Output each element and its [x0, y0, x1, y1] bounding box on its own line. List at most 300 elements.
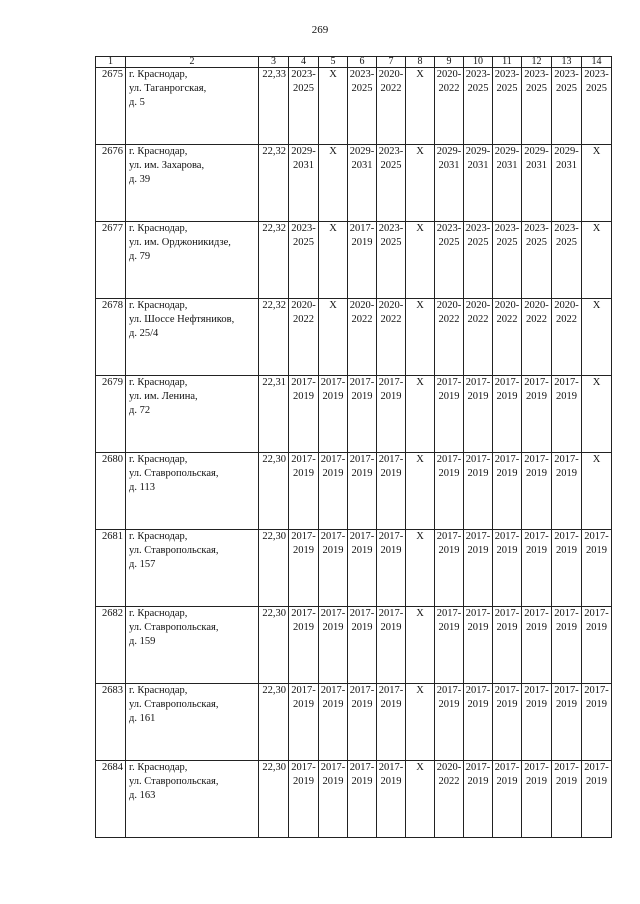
address-line: г. Краснодар, — [129, 300, 188, 311]
row-number-cell: 2677 — [96, 222, 126, 299]
table-row — [96, 684, 612, 761]
period-cell — [522, 222, 552, 299]
period-cell — [319, 222, 348, 299]
period-text: 2029- — [436, 146, 462, 157]
period-cell — [289, 607, 319, 684]
column-number-row — [96, 57, 612, 68]
period-text: 2019 — [322, 699, 344, 710]
period-text: 2019 — [380, 622, 402, 633]
period-text: 2023- — [554, 223, 579, 234]
address-line: ул. Таганрогская, — [129, 83, 207, 94]
period-cell — [289, 453, 319, 530]
row-number-cell: 2682 — [96, 607, 126, 684]
period-text: 2022 — [380, 314, 402, 325]
column-number-cell: 3 — [259, 57, 289, 68]
period-text: 2025 — [556, 237, 577, 248]
period-cell — [289, 684, 319, 761]
period-text: 2017- — [584, 762, 609, 773]
period-text: 2022 — [351, 314, 373, 325]
period-cell — [289, 299, 319, 376]
address-line: д. 25/4 — [129, 328, 159, 339]
period-cell — [435, 376, 464, 453]
period-cell — [435, 530, 464, 607]
period-text: 2017- — [524, 685, 549, 696]
period-cell — [493, 607, 522, 684]
period-text: 2020- — [524, 300, 549, 311]
period-cell — [522, 761, 552, 838]
period-text: 2031 — [526, 160, 547, 171]
period-text: 2017- — [524, 531, 549, 542]
column-number-cell: 6 — [348, 57, 377, 68]
address-line: г. Краснодар, — [129, 377, 188, 388]
period-text: 2017- — [465, 608, 491, 619]
period-text: 2019 — [351, 237, 373, 248]
row-number-cell: 2683 — [96, 684, 126, 761]
period-text: 2023- — [436, 223, 462, 234]
period-cell — [377, 222, 406, 299]
period-text: 2020- — [378, 69, 404, 80]
period-cell — [493, 453, 522, 530]
period-cell — [464, 376, 493, 453]
period-cell — [464, 761, 493, 838]
address-cell — [126, 684, 259, 761]
period-text: 2019 — [496, 699, 518, 710]
period-text: 2031 — [556, 160, 577, 171]
period-text: 2019 — [293, 699, 314, 710]
period-text: 2019 — [322, 468, 344, 479]
address-line: д. 157 — [129, 559, 156, 570]
period-cell — [464, 68, 493, 145]
period-text: 2019 — [526, 699, 547, 710]
period-text: 2017- — [494, 608, 520, 619]
period-text: X — [416, 762, 424, 773]
period-cell — [406, 684, 435, 761]
column-number-cell: 7 — [377, 57, 406, 68]
period-text: 2023- — [524, 69, 549, 80]
period-text: X — [416, 146, 424, 157]
address-line: ул. Ставропольская, — [129, 468, 219, 479]
period-cell — [348, 68, 377, 145]
period-cell — [406, 607, 435, 684]
period-text: 2029- — [349, 146, 375, 157]
table-row — [96, 68, 612, 145]
period-text: 2017- — [494, 454, 520, 465]
period-text: 2022 — [438, 83, 460, 94]
address-cell — [126, 761, 259, 838]
period-text: 2019 — [556, 468, 577, 479]
period-cell — [552, 222, 582, 299]
period-text: 2022 — [556, 314, 577, 325]
period-cell — [522, 684, 552, 761]
period-cell — [348, 376, 377, 453]
period-cell — [377, 376, 406, 453]
period-text: 2017- — [349, 608, 375, 619]
period-cell — [582, 299, 612, 376]
period-text: 2019 — [351, 545, 373, 556]
period-cell — [464, 222, 493, 299]
period-cell — [582, 684, 612, 761]
period-text: 2019 — [467, 391, 489, 402]
period-cell — [406, 222, 435, 299]
period-text: 2029- — [554, 146, 579, 157]
period-text: 2017- — [291, 377, 316, 388]
period-cell — [552, 607, 582, 684]
address-line: ул. им. Ленина, — [129, 391, 198, 402]
column-number-cell: 1 — [96, 57, 126, 68]
period-text: 2025 — [526, 83, 547, 94]
period-text: 2029- — [465, 146, 491, 157]
period-text: 2019 — [351, 776, 373, 787]
period-cell — [464, 684, 493, 761]
period-text: X — [416, 454, 424, 465]
period-text: 2025 — [438, 237, 460, 248]
period-text: 2019 — [556, 776, 577, 787]
period-text: 2019 — [526, 391, 547, 402]
period-text: 2019 — [467, 699, 489, 710]
column-number-cell: 5 — [319, 57, 348, 68]
period-text: X — [592, 300, 601, 311]
period-text: 2023- — [349, 69, 375, 80]
address-line: г. Краснодар, — [129, 762, 188, 773]
period-cell — [377, 607, 406, 684]
period-cell — [522, 530, 552, 607]
address-line: г. Краснодар, — [129, 146, 188, 157]
period-text: 2017- — [378, 608, 404, 619]
period-text: X — [416, 300, 424, 311]
address-line: г. Краснодар, — [129, 223, 188, 234]
period-text: 2017- — [554, 454, 579, 465]
period-text: 2017- — [320, 608, 346, 619]
address-line: д. 113 — [129, 482, 155, 493]
period-text: X — [416, 608, 424, 619]
period-cell — [406, 453, 435, 530]
address-line: д. 161 — [129, 713, 156, 724]
period-cell — [319, 530, 348, 607]
period-text: 2020- — [436, 69, 462, 80]
period-text: 2019 — [380, 468, 402, 479]
table-row — [96, 145, 612, 222]
address-line: ул. Ставропольская, — [129, 545, 219, 556]
row-number-cell: 2675 — [96, 68, 126, 145]
period-cell — [552, 453, 582, 530]
period-cell — [348, 299, 377, 376]
period-cell — [377, 145, 406, 222]
period-text: 2029- — [494, 146, 520, 157]
value-cell: 22,32 — [259, 222, 289, 299]
address-cell — [126, 376, 259, 453]
address-line: д. 72 — [129, 405, 151, 416]
address-cell — [126, 68, 259, 145]
row-number-cell: 2678 — [96, 299, 126, 376]
period-text: 2022 — [293, 314, 314, 325]
row-number-cell: 2684 — [96, 761, 126, 838]
period-text: 2017- — [291, 531, 316, 542]
period-text: 2019 — [496, 622, 518, 633]
period-cell — [552, 299, 582, 376]
period-text: 2025 — [496, 83, 518, 94]
address-line: д. 163 — [129, 790, 156, 801]
address-line: ул. Шоссе Нефтяников, — [129, 314, 235, 325]
address-line: ул. Ставропольская, — [129, 776, 219, 787]
period-text: 2017- — [349, 454, 375, 465]
period-text: 2020- — [349, 300, 375, 311]
period-cell — [319, 684, 348, 761]
period-text: 2025 — [351, 83, 373, 94]
period-cell — [464, 530, 493, 607]
period-text: 2017- — [524, 608, 549, 619]
table-row — [96, 376, 612, 453]
period-text: 2017- — [436, 685, 462, 696]
address-line: д. 5 — [129, 97, 145, 108]
period-cell — [582, 761, 612, 838]
period-text: 2017- — [465, 531, 491, 542]
period-cell — [522, 453, 552, 530]
period-text: X — [416, 69, 424, 80]
period-text: 2019 — [586, 622, 607, 633]
period-text: 2017- — [554, 377, 579, 388]
period-text: 2019 — [351, 391, 373, 402]
period-cell — [319, 145, 348, 222]
period-cell — [493, 222, 522, 299]
value-cell: 22,30 — [259, 453, 289, 530]
period-text: 2023- — [378, 146, 404, 157]
period-text: 2019 — [380, 699, 402, 710]
period-cell — [552, 761, 582, 838]
period-cell — [377, 68, 406, 145]
period-cell — [377, 761, 406, 838]
value-cell: 22,30 — [259, 607, 289, 684]
period-text: 2031 — [496, 160, 518, 171]
period-text: 2017- — [584, 608, 609, 619]
period-text: 2017- — [349, 377, 375, 388]
period-text: X — [329, 146, 337, 157]
period-text: 2017- — [320, 531, 346, 542]
period-text: 2017- — [436, 608, 462, 619]
period-text: 2020- — [378, 300, 404, 311]
period-text: 2029- — [291, 146, 316, 157]
period-text: 2017- — [584, 685, 609, 696]
period-text: 2019 — [496, 545, 518, 556]
period-text: 2019 — [467, 468, 489, 479]
period-text: 2017- — [291, 454, 316, 465]
address-line: д. 159 — [129, 636, 156, 647]
address-line: ул. Ставропольская, — [129, 699, 219, 710]
period-cell — [493, 68, 522, 145]
period-text: 2017- — [349, 531, 375, 542]
period-text: 2017- — [524, 377, 549, 388]
period-cell — [522, 607, 552, 684]
address-cell — [126, 145, 259, 222]
value-cell: 22,32 — [259, 145, 289, 222]
period-text: 2017- — [349, 223, 375, 234]
address-line: г. Краснодар, — [129, 608, 188, 619]
row-number-cell: 2681 — [96, 530, 126, 607]
period-text: 2017- — [554, 531, 579, 542]
period-cell — [406, 145, 435, 222]
period-text: 2019 — [556, 699, 577, 710]
period-text: 2020- — [465, 300, 491, 311]
period-cell — [493, 530, 522, 607]
period-cell — [406, 299, 435, 376]
period-cell — [493, 299, 522, 376]
column-number-cell: 10 — [464, 57, 493, 68]
period-text: 2019 — [322, 545, 344, 556]
address-line: ул. им. Орджоникидзе, — [129, 237, 231, 248]
period-text: 2019 — [380, 776, 402, 787]
period-text: 2019 — [467, 776, 489, 787]
period-cell — [289, 222, 319, 299]
period-text: 2017- — [524, 762, 549, 773]
period-text: 2017- — [291, 608, 316, 619]
period-cell — [289, 68, 319, 145]
period-text: 2019 — [438, 468, 460, 479]
period-text: 2023- — [584, 69, 609, 80]
period-cell — [289, 530, 319, 607]
period-text: 2022 — [526, 314, 547, 325]
column-number-cell: 13 — [552, 57, 582, 68]
period-text: 2017- — [524, 454, 549, 465]
period-text: 2019 — [438, 699, 460, 710]
period-text: 2020- — [554, 300, 579, 311]
period-text: 2023- — [465, 69, 491, 80]
period-cell — [435, 68, 464, 145]
period-cell — [406, 68, 435, 145]
address-cell — [126, 607, 259, 684]
period-text: 2023- — [378, 223, 404, 234]
period-cell — [377, 299, 406, 376]
period-text: 2017- — [465, 685, 491, 696]
period-text: 2023- — [494, 223, 520, 234]
period-text: 2019 — [526, 622, 547, 633]
period-cell — [522, 145, 552, 222]
period-cell — [493, 145, 522, 222]
period-cell — [348, 222, 377, 299]
address-line: ул. Ставропольская, — [129, 622, 219, 633]
period-cell — [319, 376, 348, 453]
period-cell — [493, 376, 522, 453]
value-cell: 22,32 — [259, 299, 289, 376]
period-text: X — [329, 300, 337, 311]
period-text: 2022 — [438, 314, 460, 325]
period-text: 2020- — [494, 300, 520, 311]
period-cell — [435, 299, 464, 376]
period-cell — [348, 453, 377, 530]
table-row — [96, 530, 612, 607]
period-cell — [552, 145, 582, 222]
column-number-cell: 14 — [582, 57, 612, 68]
period-text: 2025 — [496, 237, 518, 248]
address-cell — [126, 530, 259, 607]
period-text: 2017- — [554, 762, 579, 773]
period-cell — [493, 684, 522, 761]
period-cell — [522, 299, 552, 376]
period-cell — [435, 761, 464, 838]
period-cell — [348, 530, 377, 607]
period-text: 2019 — [380, 391, 402, 402]
period-cell — [319, 68, 348, 145]
period-cell — [348, 684, 377, 761]
period-cell — [319, 299, 348, 376]
column-number-cell: 9 — [435, 57, 464, 68]
period-text: 2019 — [496, 776, 518, 787]
table-row — [96, 453, 612, 530]
address-line: д. 39 — [129, 174, 151, 185]
period-text: 2020- — [436, 300, 462, 311]
period-text: 2023- — [524, 223, 549, 234]
period-text: 2017- — [494, 685, 520, 696]
period-text: 2031 — [467, 160, 489, 171]
period-text: 2025 — [467, 237, 489, 248]
value-cell: 22,30 — [259, 761, 289, 838]
period-cell — [319, 607, 348, 684]
period-text: X — [416, 531, 424, 542]
period-text: 2022 — [380, 83, 402, 94]
period-cell — [348, 145, 377, 222]
period-cell — [552, 376, 582, 453]
period-text: 2017- — [291, 685, 316, 696]
address-line: ул. им. Захарова, — [129, 160, 205, 171]
period-text: 2019 — [526, 468, 547, 479]
address-line: г. Краснодар, — [129, 531, 188, 542]
period-cell — [552, 68, 582, 145]
address-line: г. Краснодар, — [129, 685, 188, 696]
period-text: 2019 — [293, 468, 314, 479]
housing-register-table — [95, 56, 612, 838]
period-text: 2019 — [496, 468, 518, 479]
period-cell — [582, 453, 612, 530]
period-text: 2025 — [293, 83, 314, 94]
period-text: X — [329, 223, 337, 234]
period-text: 2025 — [467, 83, 489, 94]
period-text: 2025 — [380, 160, 402, 171]
period-text: 2020- — [291, 300, 316, 311]
period-cell — [464, 299, 493, 376]
period-text: 2017- — [320, 685, 346, 696]
period-cell — [582, 376, 612, 453]
period-text: 2019 — [293, 622, 314, 633]
period-text: 2017- — [436, 454, 462, 465]
column-number-cell: 2 — [126, 57, 259, 68]
period-text: 2017- — [554, 608, 579, 619]
period-text: 2025 — [556, 83, 577, 94]
period-text: 2017- — [554, 685, 579, 696]
period-cell — [319, 761, 348, 838]
period-text: 2019 — [526, 776, 547, 787]
table-row — [96, 607, 612, 684]
period-cell — [348, 761, 377, 838]
period-cell — [464, 453, 493, 530]
address-line: д. 79 — [129, 251, 151, 262]
value-cell: 22,30 — [259, 684, 289, 761]
period-cell — [406, 761, 435, 838]
period-text: 2017- — [291, 762, 316, 773]
period-text: 2017- — [378, 377, 404, 388]
period-text: X — [592, 223, 601, 234]
table-row — [96, 299, 612, 376]
period-cell — [435, 145, 464, 222]
period-text: 2019 — [322, 391, 344, 402]
period-text: 2019 — [380, 545, 402, 556]
period-text: 2017- — [436, 377, 462, 388]
period-text: 2019 — [293, 776, 314, 787]
period-text: 2023- — [465, 223, 491, 234]
period-text: 2017- — [494, 377, 520, 388]
period-text: 2017- — [465, 377, 491, 388]
period-cell — [582, 145, 612, 222]
period-text: 2022 — [438, 776, 460, 787]
period-text: 2019 — [438, 391, 460, 402]
period-cell — [552, 530, 582, 607]
